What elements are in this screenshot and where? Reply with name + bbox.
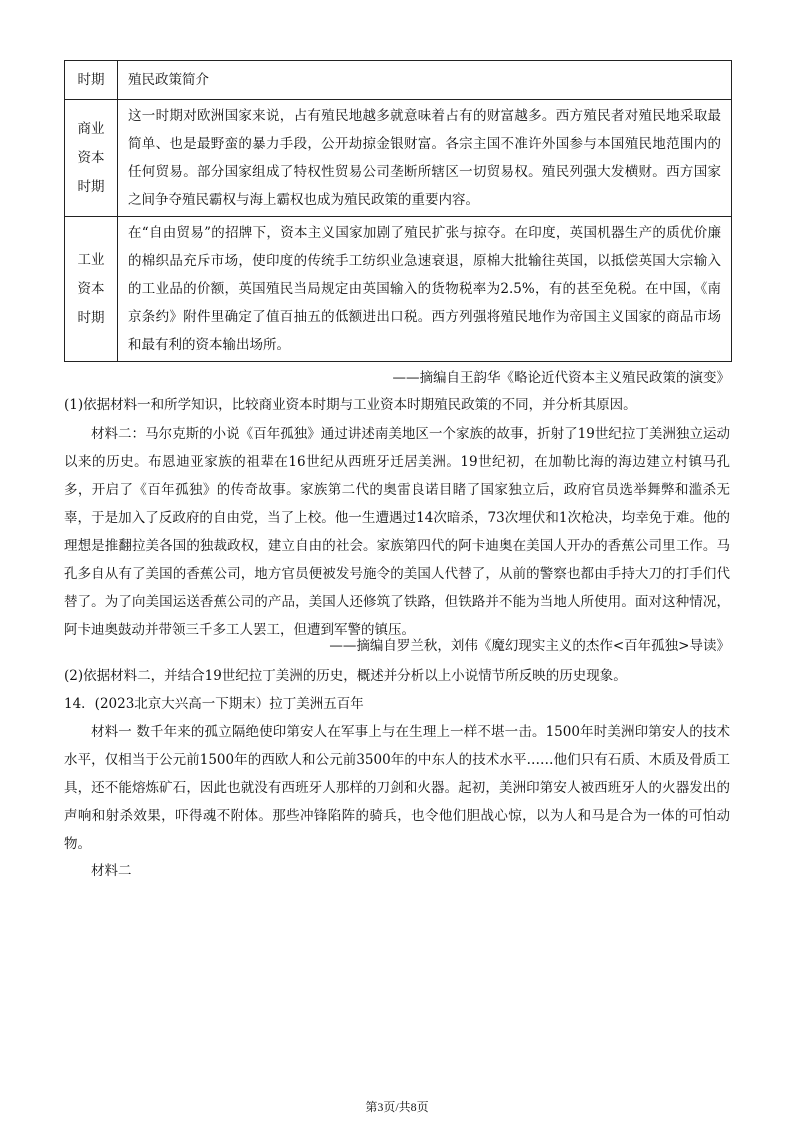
source-citation-2: ——摘编自罗兰秋，刘伟《魔幻现实主义的杰作<百年孤独>导读》 (329, 638, 730, 654)
policy-commercial-capital: 这一时期对欧洲国家来说，占有殖民地越多就意味着占有的财富越多。西方殖民者对殖民地采取最简单、也是最野蛮的暴力手段，公开劫掠金银财富。各宗主国不准许外国参与本国殖民地范围内的任何贸易。部分国家组成了特权性贸易公司垄断所辖区一切贸易权。殖民列强大发横财。西方国家之间争夺殖民霸权与海上霸权也成为殖民政策的重要内容。 (118, 100, 732, 217)
question-14-material-2-label: 材料二 (91, 863, 132, 879)
colonial-policy-table (64, 60, 732, 362)
table-row-industrial-capital (65, 217, 732, 362)
table-header-row (65, 61, 732, 100)
question-14-title: 14．(2023北京大兴高一下期末）拉丁美洲五百年 (64, 696, 364, 712)
period-commercial-capital: 商业资本时期 (77, 120, 105, 195)
header-period: 时期 (65, 61, 118, 100)
table-row-commercial-capital (65, 100, 732, 217)
page-number-footer: 第3页/共8页 (365, 1100, 429, 1114)
source-citation-1: ——摘编自王韵华《略论近代资本主义殖民政策的演变》 (392, 370, 730, 386)
policy-industrial-capital: 在“自由贸易”的招牌下，资本主义国家加剧了殖民扩张与掠夺。在印度，英国机器生产的质优价廉的棉织品充斥市场，使印度的传统手工纺织业急速衰退，原棉大批输往英国，以抵偿英国大宗输入的工业品的价额，英国殖民当局规定由英国输入的货物税率为2.5%，有的甚至免税。在中国，《南京条约》附件里确定了值百抽五的低额进出口税。西方列强将殖民地作为帝国主义国家的商品市场和最有利的资本输出场所。 (118, 217, 732, 362)
header-policy-summary: 殖民政策简介 (118, 61, 732, 100)
question-14-material-1: 材料一 数千年来的孤立隔绝使印第安人在军事上与在生理上一样不堪一击。1500年时美洲印第安人的技术水平，仅相当于公元前1500年的西欧人和公元前3500年的中东人的技术水平……他们只有石质、木质及骨质工具，还不能熔炼矿石，因此也就没有西班牙人那样的刀剑和火器。起初，美洲印第安人被西班牙人的火器发出的声响和射杀效果，吓得魂不附体。那些冲锋陷阵的骑兵，也令他们胆战心惊，以为人和马是合为一体的可怕动物。 (64, 724, 730, 852)
material-2: 材料二：马尔克斯的小说《百年孤独》通过讲述南美地区一个家族的故事，折射了19世纪拉丁美洲独立运动以来的历史。布恩迪亚家族的祖辈在16世纪从西班牙迁居美洲。19世纪初，在加勒比海的海边建立村镇马孔多，开启了《百年孤独》的传奇故事。家族第二代的奥雷良诺目睹了国家独立后，政府官员选举舞弊和滥杀无辜，于是加入了反政府的自由党，当了上校。他一生遭遇过14次暗杀，73次埋伏和1次枪决，均幸免于难。他的理想是推翻拉美各国的独裁政权，建立自由的社会。家族第四代的阿卡迪奥在美国人开办的香蕉公司里工作。马孔多自从有了美国的香蕉公司，地方官员便被发号施令的美国人代替了，从前的警察也都由手持大刀的打手们代替了。为了向美国运送香蕉公司的产品，美国人还修筑了铁路，但铁路并不能为当地人所使用。面对这种情况，阿卡迪奥鼓动并带领三千多工人罢工，但遭到军警的镇压。 (64, 426, 730, 638)
period-industrial-capital: 工业资本时期 (77, 251, 105, 326)
question-1: (1)依据材料一和所学知识，比较商业资本时期与工业资本时期殖民政策的不同，并分析其原因。 (64, 397, 637, 413)
question-2: (2)依据材料二，并结合19世纪拉丁美洲的历史，概述并分析以上小说情节所反映的历史现象。 (64, 668, 627, 684)
